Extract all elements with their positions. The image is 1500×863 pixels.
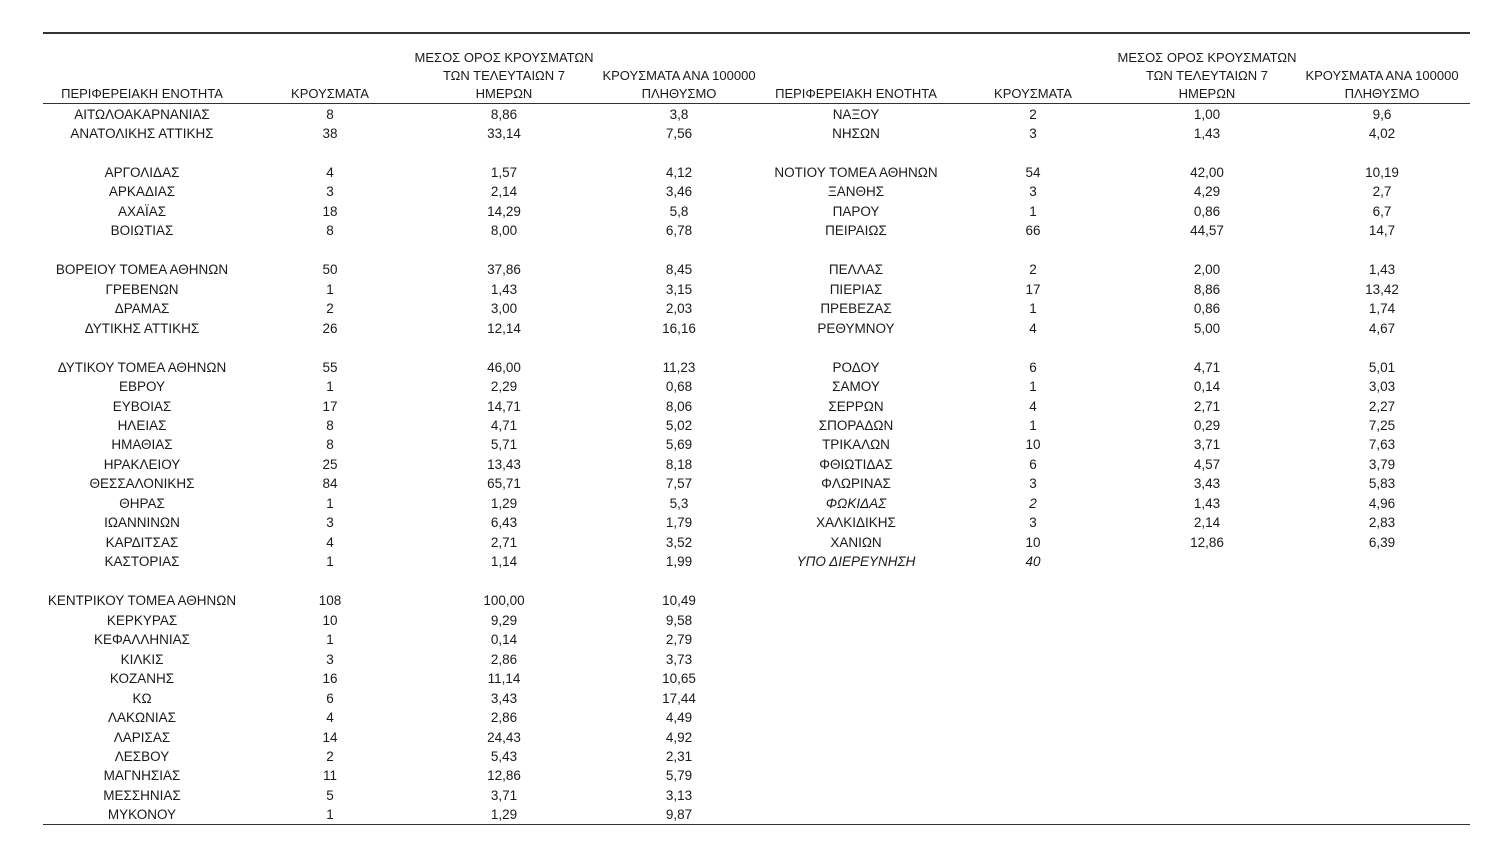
avg7-value: 6,43	[490, 515, 518, 531]
per100k-value: 3,79	[1368, 456, 1396, 472]
cases-value: 8	[326, 418, 334, 434]
cases-value: 5	[326, 787, 334, 803]
region-name: ΛΕΣΒΟΥ	[114, 749, 170, 764]
per100k-value: 3,52	[665, 534, 693, 550]
per100k-value: 2,79	[665, 632, 693, 648]
cases-value: 2	[1029, 106, 1037, 122]
region-name: ΑΝΑΤΟΛΙΚΗΣ ΑΤΤΙΚΗΣ	[70, 125, 214, 141]
region-name: ΘΕΣΣΑΛΟΝΙΚΗΣ	[89, 476, 195, 492]
cases-value: 10	[322, 612, 338, 628]
per100k-value: 6,39	[1368, 534, 1396, 550]
per100k-value: 14,7	[1368, 223, 1396, 239]
region-name: ΠΕΛΛΑΣ	[828, 262, 884, 278]
avg7-value: 1,43	[1193, 495, 1221, 511]
avg7-value: 46,00	[487, 359, 521, 375]
per100k-value: 5,01	[1368, 359, 1396, 375]
region-name: ΙΩΑΝΝΙΝΩΝ	[104, 515, 180, 531]
cases-value: 2	[326, 301, 334, 317]
region-name: ΚΑΡΔΙΤΣΑΣ	[105, 534, 179, 550]
avg7-value: 2,14	[490, 184, 518, 200]
cases-value: 10	[1025, 534, 1041, 550]
cases-value: 3	[1029, 476, 1037, 492]
region-name: ΛΑΚΩΝΙΑΣ	[108, 710, 176, 726]
avg7-value: 1,57	[490, 164, 518, 180]
region-name: ΕΒΡΟΥ	[118, 379, 166, 395]
cases-value: 3	[1029, 125, 1037, 141]
region-name: ΕΥΒΟΙΑΣ	[112, 398, 172, 414]
table-row	[0, 513, 1500, 532]
cases-value: 11	[322, 768, 337, 784]
region-name: ΦΩΚΙΔΑΣ	[825, 495, 887, 511]
region-name: ΠΑΡΟΥ	[832, 203, 880, 219]
table-row	[0, 124, 1500, 143]
per100k-value: 3,8	[669, 106, 689, 122]
avg7-value: 0,86	[1193, 301, 1221, 317]
region-name: ΠΕΙΡΑΙΩΣ	[825, 223, 887, 239]
table-row	[0, 474, 1500, 493]
table-row	[0, 435, 1500, 454]
per100k-value: 2,83	[1368, 515, 1396, 531]
cases-value: 66	[1025, 223, 1041, 239]
per100k-value: 7,57	[665, 476, 693, 492]
region-name: ΚΕΡΚΥΡΑΣ	[106, 612, 178, 628]
region-name: ΚΑΣΤΟΡΙΑΣ	[104, 554, 180, 570]
per100k-value: 5,83	[1368, 476, 1396, 492]
avg7-value: 1,43	[490, 281, 518, 297]
avg7-value: 37,86	[487, 262, 521, 278]
avg7-value: 5,00	[1193, 320, 1221, 336]
column-header-line: ΚΡΟΥΣΜΑΤΑ ΑΝΑ 100000	[602, 68, 756, 83]
avg7-value: 4,71	[490, 418, 518, 434]
avg7-value: 1,43	[1193, 125, 1221, 141]
avg7-value: 100,00	[483, 593, 525, 609]
region-name: ΗΛΕΙΑΣ	[117, 418, 167, 434]
per100k-value: 10,49	[662, 593, 696, 609]
per100k-value: 17,44	[662, 690, 696, 706]
region-name: ΒΟΙΩΤΙΑΣ	[110, 223, 174, 239]
per100k-value: 4,12	[665, 164, 693, 180]
avg7-value: 14,71	[487, 398, 521, 414]
avg7-value: 12,86	[1190, 534, 1224, 550]
per100k-value: 6,7	[1372, 203, 1392, 219]
cases-value: 17	[1025, 281, 1041, 297]
per100k-value: 0,68	[665, 379, 693, 395]
avg7-value: 11,14	[487, 671, 521, 687]
per100k-value: 16,16	[662, 320, 696, 336]
column-header-line: ΗΜΕΡΩΝ	[1178, 86, 1236, 101]
region-name: ΠΙΕΡΙΑΣ	[829, 281, 883, 297]
region-name: ΗΡΑΚΛΕΙΟΥ	[103, 456, 181, 472]
cases-value: 1	[326, 554, 334, 570]
region-name: ΣΠΟΡΑΔΩΝ	[818, 418, 894, 434]
table-row	[0, 202, 1500, 221]
avg7-value: 1,14	[490, 554, 518, 570]
avg7-value: 2,86	[490, 710, 518, 726]
cases-value: 4	[1029, 398, 1037, 414]
per100k-value: 7,63	[1368, 437, 1396, 453]
region-name: ΑΡΚΑΔΙΑΣ	[108, 184, 176, 200]
region-name: ΔΡΑΜΑΣ	[114, 301, 170, 317]
region-name: ΚΩ	[132, 690, 152, 706]
table-row	[0, 299, 1500, 318]
per100k-value: 2,31	[665, 749, 693, 764]
column-header-line: ΜΕΣΟΣ ΟΡΟΣ ΚΡΟΥΣΜΑΤΩΝ	[414, 50, 594, 65]
avg7-value: 1,29	[490, 495, 518, 511]
per100k-value: 5,8	[669, 203, 689, 219]
cases-value: 8	[326, 437, 334, 453]
cases-value: 4	[1029, 320, 1037, 336]
avg7-value: 44,57	[1190, 223, 1224, 239]
region-name: ΣΕΡΡΩΝ	[828, 398, 884, 414]
region-name: ΦΘΙΩΤΙΔΑΣ	[819, 456, 893, 472]
avg7-value: 3,71	[1193, 437, 1221, 453]
avg7-value: 14,29	[487, 203, 521, 219]
table-row	[0, 358, 1500, 377]
table-row	[0, 319, 1500, 338]
region-name: ΛΑΡΙΣΑΣ	[113, 729, 171, 745]
per100k-value: 9,58	[665, 612, 693, 628]
region-name: ΝΗΣΩΝ	[832, 125, 880, 141]
cases-value: 10	[1025, 437, 1041, 453]
per100k-value: 5,69	[665, 437, 693, 453]
region-name: ΒΟΡΕΙΟΥ ΤΟΜΕΑ ΑΘΗΝΩΝ	[55, 262, 229, 278]
per100k-value: 13,42	[1365, 281, 1399, 297]
avg7-value: 42,00	[1190, 164, 1224, 180]
region-name: ΘΗΡΑΣ	[119, 495, 165, 511]
per100k-value: 6,78	[665, 223, 693, 239]
per100k-value: 5,79	[665, 768, 693, 784]
region-name: ΓΡΕΒΕΝΩΝ	[105, 281, 179, 297]
avg7-value: 12,14	[487, 320, 521, 336]
avg7-value: 5,71	[490, 437, 518, 453]
avg7-value: 24,43	[487, 729, 521, 745]
cases-value: 54	[1025, 164, 1041, 180]
per100k-value: 4,67	[1368, 320, 1396, 336]
column-header-line: ΠΕΡΙΦΕΡΕΙΑΚΗ ΕΝΟΤΗΤΑ	[775, 86, 937, 101]
cases-value: 1	[1029, 203, 1037, 219]
per100k-value: 2,7	[1372, 184, 1392, 200]
cases-value: 1	[1029, 418, 1037, 434]
region-name: ΡΟΔΟΥ	[832, 359, 880, 375]
cases-value: 4	[326, 534, 334, 550]
cases-value: 8	[326, 106, 334, 122]
avg7-value: 33,14	[487, 125, 521, 141]
cases-value: 3	[1029, 184, 1037, 200]
cases-value: 1	[326, 379, 334, 395]
cases-value: 3	[326, 651, 334, 667]
cases-value: 38	[322, 125, 338, 141]
cases-value: 1	[1029, 379, 1037, 395]
per100k-value: 9,87	[665, 807, 693, 823]
per100k-value: 4,92	[665, 729, 693, 745]
table-row	[0, 260, 1500, 279]
cases-value: 2	[326, 749, 334, 764]
avg7-value: 1,00	[1193, 106, 1221, 122]
column-header-line: ΚΡΟΥΣΜΑΤΑ	[994, 86, 1072, 101]
avg7-value: 13,43	[487, 456, 521, 472]
column-header-line: ΤΩΝ ΤΕΛΕΥΤΑΙΩΝ 7	[442, 68, 566, 83]
per100k-value: 3,03	[1368, 379, 1396, 395]
table-row	[0, 416, 1500, 435]
per100k-value: 1,43	[1368, 262, 1396, 278]
avg7-value: 0,29	[1193, 418, 1221, 434]
avg7-value: 4,29	[1193, 184, 1221, 200]
avg7-value: 1,29	[490, 807, 518, 823]
column-header-line: ΠΕΡΙΦΕΡΕΙΑΚΗ ΕΝΟΤΗΤΑ	[61, 86, 223, 101]
avg7-value: 2,00	[1193, 262, 1221, 278]
avg7-value: 2,86	[490, 651, 518, 667]
column-header-line: ΠΛΗΘΥΣΜΟ	[1344, 86, 1420, 101]
column-header-line: ΤΩΝ ΤΕΛΕΥΤΑΙΩΝ 7	[1145, 68, 1269, 83]
table-row	[0, 494, 1500, 513]
region-name: ΥΠΟ ΔΙΕΡΕΥΝΗΣΗ	[796, 554, 916, 570]
table-row	[0, 397, 1500, 416]
cases-value: 1	[326, 632, 334, 648]
avg7-value: 3,43	[1193, 476, 1221, 492]
per100k-value: 3,13	[665, 787, 693, 803]
region-name: ΜΕΣΣΗΝΙΑΣ	[103, 787, 181, 803]
avg7-value: 2,71	[490, 534, 518, 550]
per100k-value: 8,06	[665, 398, 693, 414]
region-name: ΔΥΤΙΚΟΥ ΤΟΜΕΑ ΑΘΗΝΩΝ	[57, 359, 227, 375]
cases-value: 25	[322, 456, 338, 472]
cases-value: 4	[326, 710, 334, 726]
table-row	[0, 221, 1500, 240]
region-name: ΤΡΙΚΑΛΩΝ	[822, 437, 890, 453]
per100k-value: 3,46	[665, 184, 693, 200]
region-name: ΑΡΓΟΛΙΔΑΣ	[104, 164, 180, 180]
region-name: ΑΙΤΩΛΟΑΚΑΡΝΑΝΙΑΣ	[74, 106, 210, 122]
per100k-value: 3,73	[665, 651, 693, 667]
avg7-value: 12,86	[487, 768, 521, 784]
region-name: ΧΑΛΚΙΔΙΚΗΣ	[816, 515, 896, 531]
avg7-value: 8,86	[490, 106, 518, 122]
region-name: ΧΑΝΙΩΝ	[830, 534, 882, 550]
table-row	[0, 377, 1500, 396]
avg7-value: 4,71	[1193, 359, 1221, 375]
per100k-value: 2,27	[1368, 398, 1396, 414]
cases-value: 40	[1025, 554, 1041, 570]
avg7-value: 0,14	[1193, 379, 1221, 395]
avg7-value: 3,43	[490, 690, 518, 706]
avg7-value: 2,71	[1193, 398, 1221, 414]
region-name: ΚΕΝΤΡΙΚΟΥ ΤΟΜΕΑ ΑΘΗΝΩΝ	[47, 593, 237, 609]
per100k-value: 1,99	[665, 554, 693, 570]
avg7-value: 3,71	[490, 787, 518, 803]
cases-value: 3	[1029, 515, 1037, 531]
avg7-value: 2,29	[490, 379, 518, 395]
cases-value: 3	[326, 184, 334, 200]
avg7-value: 0,14	[490, 632, 518, 648]
region-name: ΜΥΚΟΝΟΥ	[107, 807, 177, 823]
column-header-line: ΜΕΣΟΣ ΟΡΟΣ ΚΡΟΥΣΜΑΤΩΝ	[1117, 50, 1297, 65]
per100k-value: 5,02	[665, 418, 693, 434]
per100k-value: 10,65	[662, 671, 696, 687]
avg7-value: 9,29	[490, 612, 518, 628]
cases-value: 17	[322, 398, 338, 414]
region-name: ΣΑΜΟΥ	[832, 379, 880, 395]
per100k-value: 1,79	[665, 515, 693, 531]
table-row	[0, 163, 1500, 182]
region-name: ΦΛΩΡΙΝΑΣ	[821, 476, 891, 492]
avg7-value: 65,71	[487, 476, 521, 492]
region-name: ΑΧΑΪΑΣ	[117, 203, 167, 219]
per100k-value: 10,19	[1365, 164, 1399, 180]
region-name: ΞΑΝΘΗΣ	[827, 184, 885, 200]
region-name: ΝΑΞΟΥ	[832, 106, 880, 122]
cases-value: 1	[326, 281, 334, 297]
cases-value: 8	[326, 223, 334, 239]
column-header-line: ΚΡΟΥΣΜΑΤΑ ΑΝΑ 100000	[1305, 68, 1459, 83]
region-name: ΝΟΤΙΟΥ ΤΟΜΕΑ ΑΘΗΝΩΝ	[774, 164, 938, 180]
per100k-value: 8,18	[665, 456, 693, 472]
avg7-value: 5,43	[490, 749, 518, 764]
per100k-value: 5,3	[669, 495, 689, 511]
cases-value: 55	[322, 359, 338, 375]
cases-value: 26	[322, 320, 338, 336]
region-name: ΜΑΓΝΗΣΙΑΣ	[103, 768, 181, 784]
per100k-value: 4,49	[665, 710, 693, 726]
per100k-value: 1,74	[1368, 301, 1396, 317]
cases-value: 4	[326, 164, 334, 180]
cases-value: 18	[322, 203, 338, 219]
table-row	[0, 533, 1500, 552]
cases-value: 14	[322, 729, 338, 745]
region-name: ΚΟΖΑΝΗΣ	[109, 671, 175, 687]
per100k-value: 4,96	[1368, 495, 1396, 511]
cases-value: 50	[322, 262, 338, 278]
region-name: ΡΕΘΥΜΝΟΥ	[817, 320, 895, 336]
per100k-value: 4,02	[1368, 125, 1396, 141]
cases-value: 6	[326, 690, 334, 706]
cases-value: 1	[1029, 301, 1037, 317]
per100k-value: 3,15	[665, 281, 693, 297]
cases-value: 16	[322, 671, 338, 687]
per100k-value: 7,56	[665, 125, 693, 141]
cases-value: 6	[1029, 456, 1037, 472]
cases-value: 2	[1029, 262, 1037, 278]
avg7-value: 4,57	[1193, 456, 1221, 472]
table-row	[0, 552, 1500, 571]
cases-value: 6	[1029, 359, 1037, 375]
avg7-value: 8,00	[490, 223, 518, 239]
per100k-value: 9,6	[1372, 106, 1392, 122]
cases-value: 1	[326, 495, 334, 511]
per100k-value: 11,23	[662, 359, 696, 375]
region-name: ΗΜΑΘΙΑΣ	[111, 437, 173, 453]
column-header-line: ΚΡΟΥΣΜΑΤΑ	[291, 86, 369, 101]
table-row	[0, 182, 1500, 201]
region-name: ΔΥΤΙΚΗΣ ΑΤΤΙΚΗΣ	[84, 320, 200, 336]
avg7-value: 8,86	[1193, 281, 1221, 297]
per100k-value: 2,03	[665, 301, 693, 317]
table-row	[0, 280, 1500, 299]
table-row	[0, 455, 1500, 474]
avg7-value: 3,00	[490, 301, 518, 317]
cases-value: 108	[318, 593, 342, 609]
avg7-value: 0,86	[1193, 203, 1221, 219]
cases-value: 2	[1029, 495, 1037, 511]
per100k-value: 7,25	[1368, 418, 1396, 434]
cases-value: 3	[326, 515, 334, 531]
region-name: ΠΡΕΒΕΖΑΣ	[820, 301, 892, 317]
per100k-value: 8,45	[665, 262, 693, 278]
avg7-value: 2,14	[1193, 515, 1221, 531]
cases-value: 1	[326, 807, 334, 823]
table-row	[0, 105, 1500, 124]
cases-value: 84	[322, 476, 338, 492]
column-header-line: ΠΛΗΘΥΣΜΟ	[641, 86, 717, 101]
region-name: ΚΕΦΑΛΛΗΝΙΑΣ	[93, 632, 191, 648]
region-name: ΚΙΛΚΙΣ	[120, 651, 164, 667]
column-header-line: ΗΜΕΡΩΝ	[475, 86, 533, 101]
